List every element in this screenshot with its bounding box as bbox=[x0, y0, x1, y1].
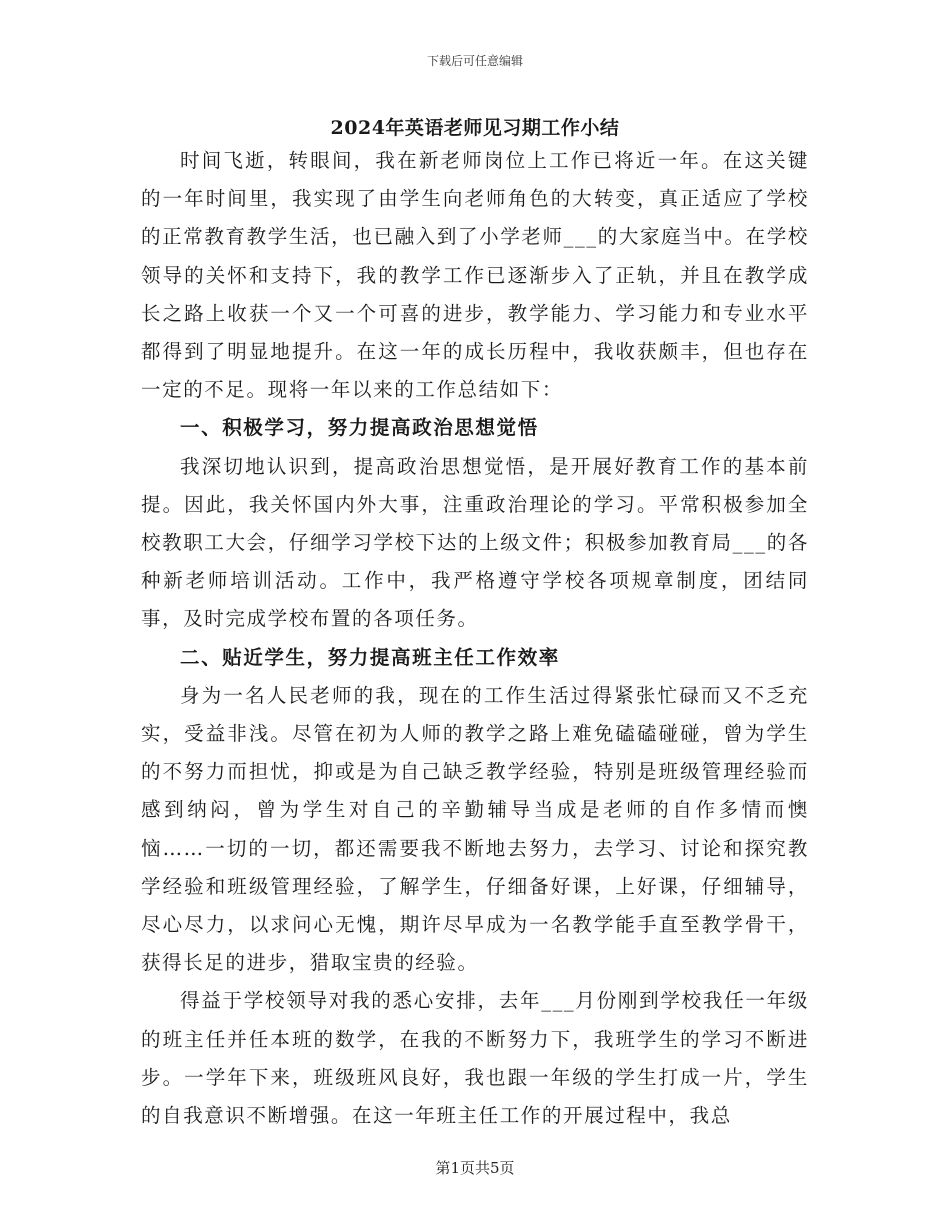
paragraph-intro: 时间飞逝，转眼间，我在新老师岗位上工作已将近一年。在这关键的一年时间里，我实现了由学生向老师角色的大转变，真正适应了学校的正常教育教学生活，也已融入到了小学老师___的大家庭当中。在学校领导的关怀和支持下，我的教学工作已逐渐步入了正轨，并且在教学成长之路上收获一个又一个可喜的进步，教学能力、学习能力和专业水平都得到了明显地提升。在这一年的成长历程中，我收获颇丰，但也存在一定的不足。现将一年以来的工作总结如下： bbox=[141, 149, 809, 402]
section-heading-1: 一、积极学习，努力提高政治思想觉悟 bbox=[180, 416, 539, 440]
document-body bbox=[141, 114, 809, 1135]
paragraph-teacher-life: 身为一名人民老师的我，现在的工作生活过得紧张忙碌而又不乏充实，受益非浅。尽管在初为人师的教学之路上难免磕磕碰碰，曾为学生的不努力而担忧，抑或是为自己缺乏教学经验，特别是班级管理经验而感到纳闷，曾为学生对自己的辛勤辅导当成是老师的自作多情而懊恼……一切的一切，都还需要我不断地去努力，去学习、讨论和探究教学经验和班级管理经验，了解学生，仔细备好课，上好课，仔细辅导，尽心尽力，以求问心无愧，期许尽早成为一名教学能手直至教学骨干，获得长足的进步，猎取宝贵的经验。 bbox=[141, 683, 809, 975]
paragraph-class-teacher: 得益于学校领导对我的悉心安排，去年___月份刚到学校我任一年级的班主任并任本班的数学，在我的不断努力下，我班学生的学习不断进步。一学年下来，班级班风良好，我也跟一年级的学生打成一片，学生的自我意识不断增强。在这一年班主任工作的开展过程中，我总 bbox=[141, 989, 809, 1128]
paragraph-political: 我深切地认识到，提高政治思想觉悟，是开展好教育工作的基本前提。因此，我关怀国内外大事，注重政治理论的学习。平常积极参加全校教职工大会，仔细学习学校下达的上级文件；积极参加教育局___的各种新老师培训活动。工作中，我严格遵守学校各项规章制度，团结同事，及时完成学校布置的各项任务。 bbox=[141, 454, 809, 631]
page-number-footer: 第1页共5页 bbox=[435, 1159, 515, 1177]
header-note: 下载后可任意编辑 bbox=[426, 54, 523, 68]
document-title: 2024年英语老师见习期工作小结 bbox=[330, 117, 620, 139]
section-heading-2: 二、贴近学生，努力提高班主任工作效率 bbox=[180, 645, 560, 669]
